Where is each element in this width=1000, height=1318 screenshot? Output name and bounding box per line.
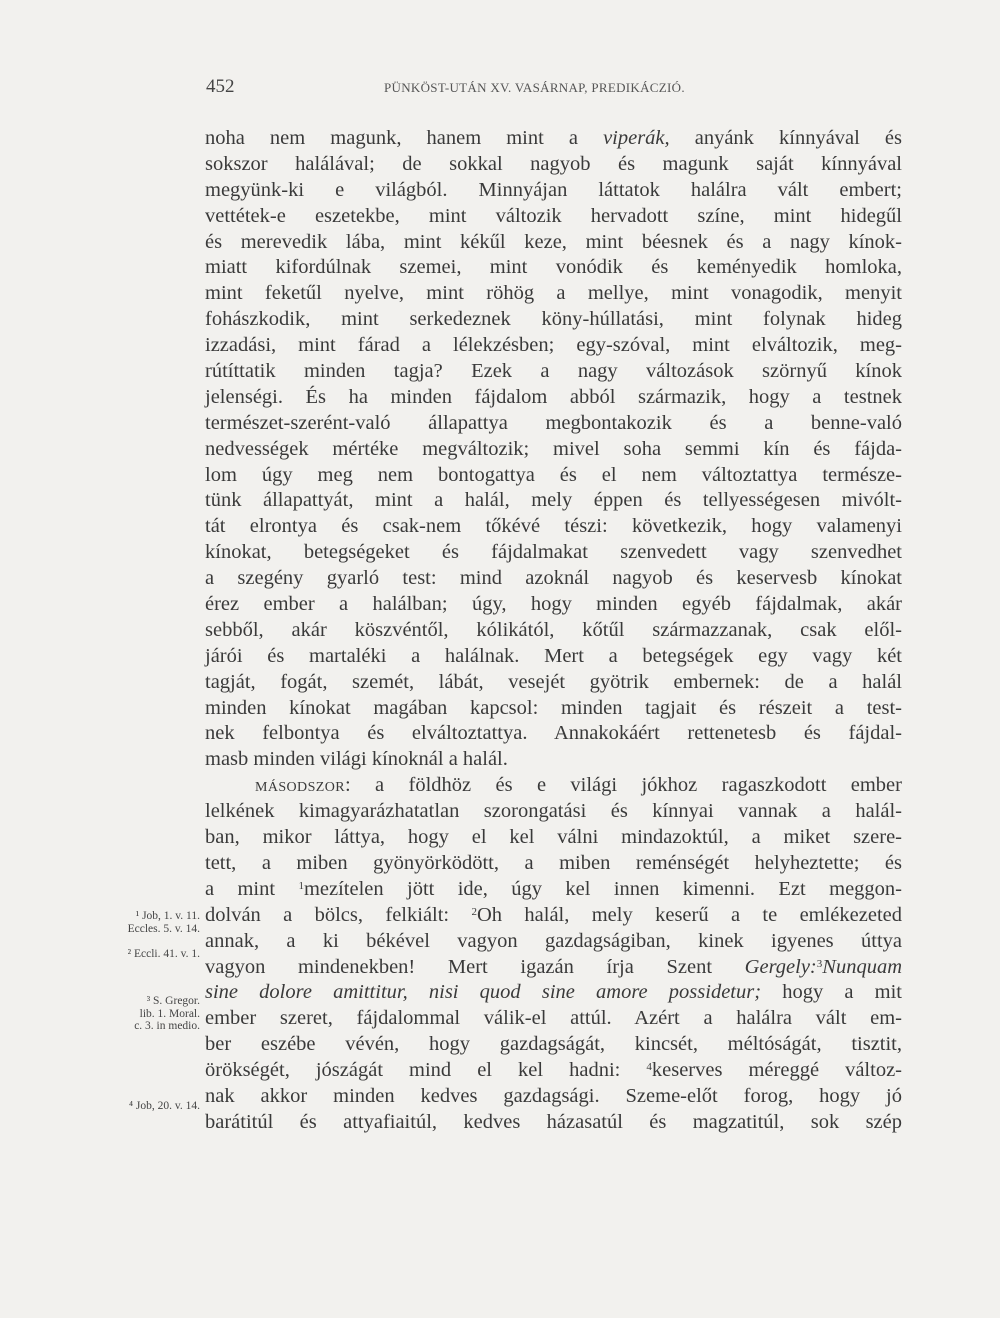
italic-text: Nunquam (822, 955, 902, 978)
text-line: vagyon mindenekben! Mert igazán írja Szent Gergely:$^3$Nunquam (205, 955, 902, 978)
text-line: örökségét, jószágát mind el kel hadni: $^4$keserves méreggé változ- (205, 1059, 902, 1082)
text-line: rútíttatik minden tagja? Ezek a nagy változások szörnyű kínok (205, 360, 902, 383)
text-line: természet-szerént-való állapattya megbontakozik és a benne-való (205, 411, 902, 434)
footnote-ref: 2 (471, 905, 477, 918)
margin-note (80, 910, 200, 935)
italic-text: viperák, (603, 127, 670, 149)
margin-note-line: ⁴ Job, 20. v. 14. (129, 1100, 200, 1112)
text-line: MÁSODSZOR: a földhöz és e világi jókhoz ragaszkodott ember (255, 774, 902, 797)
text-line: barátitúl és attyafiaitúl, kedves házasatúl és magzatitúl, sok szép (205, 1110, 902, 1133)
text-line: ban, mikor láttya, hogy el kel válni mindazoktúl, a miket szere- (205, 826, 902, 849)
text-line: dolván a bölcs, felkiált: $^2$Oh halál, mely keserű a te emlékezeted (205, 903, 902, 926)
text-line: fohászkodik, mint serkedeznek köny-húllatási, mint folynak hideg (205, 308, 902, 331)
footnote-ref: 1 (298, 879, 304, 892)
text-line: sokszor halálával; de sokkal nagyob és magunk saját kínnyával (205, 152, 902, 175)
italic-text: Gergely: (744, 955, 817, 978)
text-line: a szegény gyarló test: mind azoknál nagyob és keservesb kínokat (205, 567, 902, 590)
margin-note-line: lib. 1. Moral. (139, 1007, 200, 1020)
text-line: tagját, fogát, szemét, lábát, vesejét gyötrik embernek: de a halál (205, 670, 902, 693)
margin-note (80, 995, 200, 1033)
text-line: minden kínokat magában kapcsol: minden tagjait és részeit a test- (205, 696, 902, 719)
text-line: érez ember a halálban; úgy, hogy minden egyéb fájdalmak, akár (205, 593, 902, 616)
text-line: járói és martaléki a halálnak. Mert a betegségek egy vagy két (205, 644, 902, 667)
text-line: noha nem magunk, hanem mint a viperák, anyánk kínnyával és (205, 127, 902, 149)
text-line: és merevedik lába, mint kékűl keze, mint béesnek és a nagy kínok- (205, 230, 902, 253)
margin-note-line: c. 3. in medio. (134, 1020, 200, 1032)
text-line: tett, a miben gyönyörködött, a miben reménségét helyheztette; és (205, 851, 902, 874)
italic-text: sine dolore amittitur, nisi quod sine amore possidetur; (205, 981, 762, 1004)
text-line: miatt kifordúlnak szemei, mint vonódik és keményedik homloka, (205, 256, 902, 279)
margin-note (80, 948, 200, 961)
text-line: nek felbontya és elváltoztattya. Annakokáért rettenetesb és fájdal- (205, 722, 902, 745)
margin-note-line: Eccles. 5. v. 14. (127, 922, 200, 935)
margin-note-line: ² Eccli. 41. v. 1. (127, 948, 200, 960)
footnote-ref: 4 (646, 1061, 652, 1074)
text-line: nak akkor minden kedves gazdagsági. Szeme-előt forog, hogy jó (205, 1084, 902, 1107)
running-title: PÜNKÖST-UTÁN XV. VASÁRNAP, PREDIKÁCZIÓ. (384, 80, 685, 95)
body-text (205, 126, 902, 1136)
page-number: 452 (206, 76, 235, 97)
text-line: ember szeret, fájdalommal válik-el attúl. Azért a halálra vált em- (205, 1007, 902, 1030)
text-line: lelkének kimagyarázhatatlan szorongatási és kínnyai vannak a halál- (205, 800, 902, 823)
text-line: jelenségi. És ha minden fájdalom abból származik, hogy a testnek (205, 385, 902, 408)
text-line: kínokat, betegségeket és fájdalmakat szenvedett vagy szenvedhet (205, 541, 902, 564)
text-line: masb minden világi kínoknál a halál. (205, 748, 508, 771)
text-line: tünk állapattyát, mint a halál, mely éppen és tellyességesen mivólt- (205, 489, 902, 512)
text-line: izzadási, mint fárad a lélekzésben; egy-szóval, mint elváltozik, meg- (205, 334, 902, 357)
margin-note-line: ³ S. Gregor. (146, 995, 200, 1007)
text-line: vettétek-e eszetekbe, mint változik hervadott színe, mint hidegűl (205, 204, 902, 227)
text-line: a mint $^1$mezítelen jött ide, úgy kel innen kimenni. Ezt meggon- (205, 877, 902, 900)
text-line: mint feketűl nyelve, mint röhög a mellye, mint vonagodik, menyit (205, 282, 902, 305)
text-line: megyünk-ki e világból. Minnyájan láttatok halálra vált embert; (205, 178, 902, 201)
margin-note (80, 1100, 200, 1113)
text-line: sebből, akár köszvéntől, kólikától, kőtűl származzanak, csak elől- (205, 618, 902, 641)
margin-note-line: ¹ Job, 1. v. 11. (135, 910, 200, 922)
small-caps-word: MÁSODSZOR (255, 780, 345, 796)
text-line: nedvességek mértéke megváltozik; mivel soha semmi kín és fájda- (205, 437, 902, 460)
footnote-ref: 3 (816, 957, 823, 970)
text-line: annak, a ki békével vagyon gazdagságiban, kinek igyenes úttya (205, 929, 902, 952)
text-line: ber eszébe vévén, hogy gazdagságát, kincsét, méltóságát, tisztit, (205, 1033, 902, 1056)
text-line: lom úgy meg nem bontogattya és el nem változtattya természe- (205, 463, 902, 486)
text-line: sine dolore amittitur, nisi quod sine amore possidetur; hogy a mit (205, 981, 902, 1004)
text-line: tát elrontya és csak-nem tőkévé tészi: következik, hogy valamenyi (205, 515, 902, 538)
